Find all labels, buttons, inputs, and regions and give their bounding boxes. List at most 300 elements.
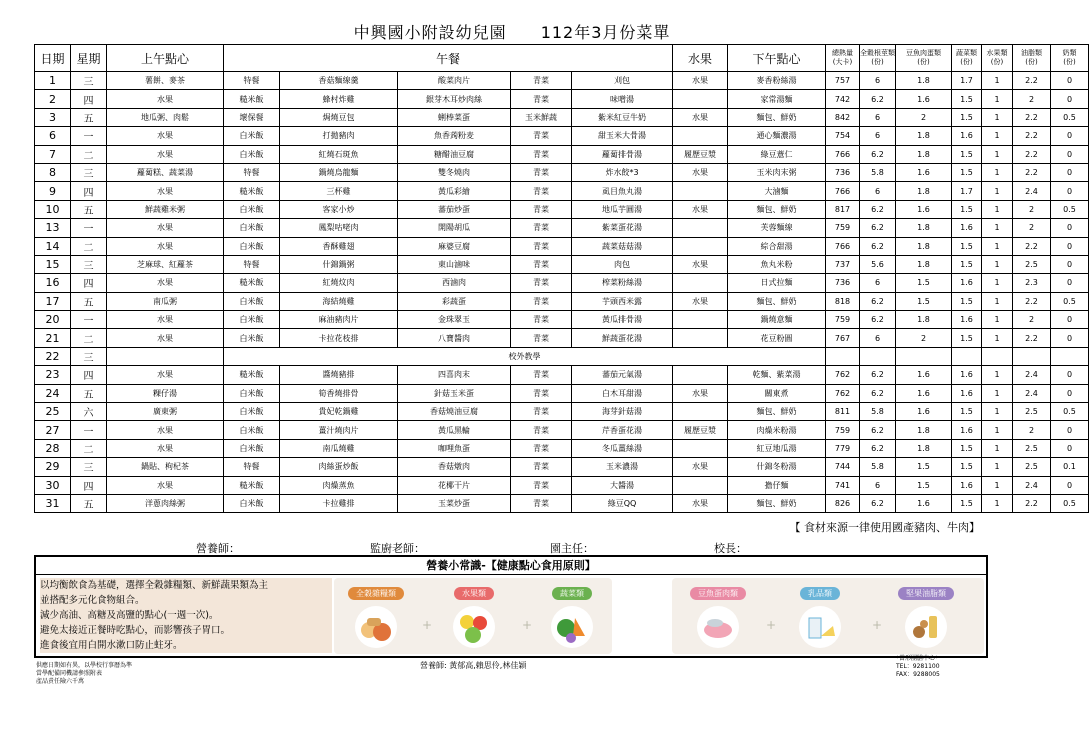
cell-lunch-side: 針菇玉米蛋 [398, 384, 511, 402]
cell-lunch-main: 三杯雞 [280, 182, 398, 200]
cell-protein: 1.6 [896, 90, 952, 108]
table-row [35, 219, 1089, 237]
cell-lunch-side: 雙冬燒肉 [398, 163, 511, 181]
cell-lunch-staple: 特餐 [224, 255, 280, 273]
cell-vegetables: 1.5 [952, 494, 982, 512]
cell-protein: 1.6 [896, 384, 952, 402]
cell-lunch-staple: 白米飯 [224, 421, 280, 439]
menu-table [34, 44, 1089, 513]
table-row [35, 494, 1089, 512]
cell-protein: 1.8 [896, 255, 952, 273]
food-group-grains [336, 581, 416, 648]
cell-fruit: 水果 [673, 108, 728, 126]
cell-lunch-main: 打拋豬肉 [280, 127, 398, 145]
cell-date: 31 [35, 494, 71, 512]
cell-lunch-vegetable: 青菜 [511, 458, 572, 476]
cell-lunch-vegetable: 青菜 [511, 219, 572, 237]
cell-lunch-side: 八寶醬肉 [398, 329, 511, 347]
cell-lunch-staple: 白米飯 [224, 219, 280, 237]
cell-calories: 737 [826, 255, 860, 273]
cell-date: 7 [35, 145, 71, 163]
cell-protein: 2 [896, 108, 952, 126]
cell-lunch-soup: 綠豆QQ [572, 494, 673, 512]
cell-lunch-vegetable: 青菜 [511, 72, 572, 90]
table-row [35, 384, 1089, 402]
header-weekday: 星期 [71, 45, 107, 72]
cell-lunch-soup: 蕃茄元氣湯 [572, 366, 673, 384]
menu-month: 112年3月份菜單 [540, 23, 671, 42]
cell-fruits: 1 [982, 108, 1013, 126]
cell-grains: 6.2 [860, 145, 896, 163]
cell-afternoon-snack: 麵包、鮮奶 [728, 108, 826, 126]
cell-lunch-main: 客家小炒 [280, 200, 398, 218]
table-row [35, 292, 1089, 310]
cell-lunch-main: 焗燒豆包 [280, 108, 398, 126]
cell-lunch-vegetable: 青菜 [511, 311, 572, 329]
tip-line: 進食後宜用白開水漱口防止蛀牙。 [40, 640, 183, 651]
cell-lunch-vegetable: 青菜 [511, 494, 572, 512]
cell-grains: 5.8 [860, 458, 896, 476]
cell-oils: 2 [1013, 311, 1051, 329]
cell-morning-snack: 蘿蔔糕、蔬菜湯 [107, 163, 224, 181]
cell-lunch-vegetable: 青菜 [511, 200, 572, 218]
cell-grains: 5.8 [860, 403, 896, 421]
cell-protein: 1.8 [896, 72, 952, 90]
table-row [35, 458, 1089, 476]
cell-protein: 1.8 [896, 439, 952, 457]
cell-morning-snack: 水果 [107, 311, 224, 329]
cell-calories [826, 347, 860, 365]
cell-vegetables: 1.5 [952, 255, 982, 273]
cell-oils: 2.2 [1013, 145, 1051, 163]
cell-calories: 742 [826, 90, 860, 108]
tip-line: 避免太接近正餐時吃點心，而影響孩子胃口。 [40, 625, 231, 636]
cell-lunch-side: 黃瓜黑輪 [398, 421, 511, 439]
cell-lunch-soup: 芋頭西米露 [572, 292, 673, 310]
cell-calories: 779 [826, 439, 860, 457]
cell-lunch-vegetable: 青菜 [511, 421, 572, 439]
food-group-nuts-oils [886, 581, 966, 648]
cell-oils: 2.4 [1013, 384, 1051, 402]
cell-morning-snack: 水果 [107, 127, 224, 145]
cell-lunch-vegetable: 青菜 [511, 127, 572, 145]
cell-grains: 6 [860, 476, 896, 494]
cell-date: 28 [35, 439, 71, 457]
cell-dairy: 0 [1051, 311, 1089, 329]
cell-calories: 818 [826, 292, 860, 310]
cell-dairy: 0 [1051, 384, 1089, 402]
fruit-illustration-icon [453, 606, 495, 648]
cell-lunch-soup: 刈包 [572, 72, 673, 90]
cell-dairy: 0 [1051, 255, 1089, 273]
cell-oils: 2.5 [1013, 403, 1051, 421]
cell-lunch-vegetable: 青菜 [511, 384, 572, 402]
cell-grains: 6.2 [860, 311, 896, 329]
cell-date: 17 [35, 292, 71, 310]
cell-fruit [673, 366, 728, 384]
cell-morning-snack: 薯餅、麥茶 [107, 72, 224, 90]
cell-date: 3 [35, 108, 71, 126]
cell-oils: 2 [1013, 421, 1051, 439]
cell-calories: 766 [826, 182, 860, 200]
cell-weekday: 三 [71, 458, 107, 476]
cell-lunch-soup: 紫米紅豆牛奶 [572, 108, 673, 126]
cell-lunch-vegetable: 青菜 [511, 90, 572, 108]
table-row [35, 347, 1089, 365]
cell-morning-snack: 水果 [107, 237, 224, 255]
cell-dairy: 0 [1051, 182, 1089, 200]
cell-protein: 1.8 [896, 127, 952, 145]
cell-lunch-side: 玉菜炒蛋 [398, 494, 511, 512]
cell-vegetables: 1.5 [952, 329, 982, 347]
cell-vegetables: 1.7 [952, 72, 982, 90]
footer-note-line: 當學配備同機請參照附表 [36, 670, 103, 677]
cell-afternoon-snack: 通心麵濃湯 [728, 127, 826, 145]
header-fruit: 水果 [673, 45, 728, 72]
table-row [35, 90, 1089, 108]
cell-lunch-staple: 白米飯 [224, 311, 280, 329]
cell-lunch-main: 香酥雞翅 [280, 237, 398, 255]
signature-dietitian: 營養師： [196, 542, 240, 555]
header-vegetables: 蔬菜類 (份) [952, 45, 982, 72]
cell-date: 27 [35, 421, 71, 439]
cell-lunch-vegetable: 青菜 [511, 163, 572, 181]
cell-vegetables: 1.5 [952, 292, 982, 310]
cell-lunch-vegetable: 青菜 [511, 255, 572, 273]
cell-lunch-soup: 紫菜蛋花湯 [572, 219, 673, 237]
cell-lunch-soup: 玉米濃湯 [572, 458, 673, 476]
header-lunch: 午餐 [224, 45, 673, 72]
cell-fruit [673, 90, 728, 108]
cell-morning-snack: 水果 [107, 182, 224, 200]
nutrition-tips-text [40, 578, 332, 653]
cell-protein: 1.6 [896, 366, 952, 384]
grains-illustration-icon [355, 606, 397, 648]
cell-fruit [673, 439, 728, 457]
cell-morning-snack: 鮮蔬雞米粥 [107, 200, 224, 218]
cell-morning-snack: 水果 [107, 476, 224, 494]
cell-oils: 2.5 [1013, 458, 1051, 476]
cell-protein [896, 347, 952, 365]
cell-morning-snack: 芝麻球、紅蘿茶 [107, 255, 224, 273]
food-group-label: 乳品類 [800, 587, 840, 600]
cell-fruits: 1 [982, 200, 1013, 218]
cell-morning-snack: 鍋貼、枸杞茶 [107, 458, 224, 476]
cell-lunch-side: 香菇燉肉 [398, 458, 511, 476]
table-body [35, 72, 1089, 513]
cell-date: 13 [35, 219, 71, 237]
cell-afternoon-snack: 家常湯麵 [728, 90, 826, 108]
cell-lunch-main: 海結燒雞 [280, 292, 398, 310]
cell-protein: 1.5 [896, 274, 952, 292]
cell-weekday: 五 [71, 292, 107, 310]
vegetables-illustration-icon [551, 606, 593, 648]
cell-date: 10 [35, 200, 71, 218]
cell-morning-snack: 水果 [107, 219, 224, 237]
cell-morning-snack: 水果 [107, 439, 224, 457]
cell-protein: 1.8 [896, 182, 952, 200]
cell-afternoon-snack: 麥香粉絲湯 [728, 72, 826, 90]
cell-protein: 1.6 [896, 163, 952, 181]
tip-line: 並搭配多元化食物組合。 [40, 595, 145, 606]
cell-date: 15 [35, 255, 71, 273]
cell-afternoon-snack: 擔仔麵 [728, 476, 826, 494]
cell-lunch-staple: 糙米飯 [224, 274, 280, 292]
cell-afternoon-snack: 綠豆薏仁 [728, 145, 826, 163]
cell-lunch-side: 咖哩魚蛋 [398, 439, 511, 457]
cell-lunch-main: 蜂村炸雞 [280, 90, 398, 108]
cell-lunch-vegetable: 青菜 [511, 274, 572, 292]
cell-calories: 766 [826, 145, 860, 163]
cell-lunch-soup: 蔬菜菇菇湯 [572, 237, 673, 255]
footer-note-line: 供應日期如有異，以學校行事曆為準 [36, 662, 133, 669]
cell-vegetables: 1.5 [952, 90, 982, 108]
plus-icon: + [522, 618, 533, 632]
cell-fruits: 1 [982, 439, 1013, 457]
food-group-vegetables [532, 581, 612, 648]
cell-oils: 2.2 [1013, 237, 1051, 255]
cell-lunch-staple: 白米飯 [224, 439, 280, 457]
cell-date: 1 [35, 72, 71, 90]
table-header-row [35, 45, 1089, 72]
cell-weekday: 三 [71, 163, 107, 181]
cell-vegetables: 1.7 [952, 182, 982, 200]
cell-lunch-main: 鍋燒烏龍麵 [280, 163, 398, 181]
cell-afternoon-snack: 關東煮 [728, 384, 826, 402]
cell-grains: 6 [860, 127, 896, 145]
cell-lunch-staple: 糙米飯 [224, 476, 280, 494]
cell-lunch-vegetable: 青菜 [511, 366, 572, 384]
cell-lunch-staple: 白米飯 [224, 494, 280, 512]
cell-weekday: 二 [71, 439, 107, 457]
cell-weekday: 四 [71, 476, 107, 494]
cell-lunch-vegetable: 青菜 [511, 237, 572, 255]
cell-lunch-main: 肉燥蒸魚 [280, 476, 398, 494]
ingredient-source-note: 【 食材來源一律使用國產豬肉、牛肉】 [789, 521, 980, 534]
cell-afternoon-snack: 什錦冬粉湯 [728, 458, 826, 476]
cell-fruit: 水果 [673, 494, 728, 512]
cell-calories: 817 [826, 200, 860, 218]
cell-protein: 1.8 [896, 145, 952, 163]
cell-weekday: 四 [71, 274, 107, 292]
cell-afternoon-snack: 魚丸米粉 [728, 255, 826, 273]
table-row [35, 476, 1089, 494]
cell-lunch-staple: 糙米飯 [224, 90, 280, 108]
cell-weekday: 二 [71, 237, 107, 255]
cell-weekday: 四 [71, 366, 107, 384]
cell-weekday: 五 [71, 200, 107, 218]
cell-date: 2 [35, 90, 71, 108]
cell-morning-snack: 水果 [107, 90, 224, 108]
cell-lunch-side: 彩蔬蛋 [398, 292, 511, 310]
cell-lunch-main: 醬燒豬排 [280, 366, 398, 384]
cell-protein: 1.5 [896, 476, 952, 494]
cell-dairy: 0 [1051, 366, 1089, 384]
food-group-label: 水果類 [454, 587, 494, 600]
cell-afternoon-snack: 玉米肉末粥 [728, 163, 826, 181]
cell-afternoon-snack: 肉燥米粉湯 [728, 421, 826, 439]
cell-vegetables: 1.5 [952, 108, 982, 126]
cell-oils: 2.2 [1013, 163, 1051, 181]
cell-protein: 1.8 [896, 421, 952, 439]
cell-date: 29 [35, 458, 71, 476]
cell-grains: 6.2 [860, 384, 896, 402]
cell-protein: 1.8 [896, 311, 952, 329]
cell-lunch-main: 薑汁燒肉片 [280, 421, 398, 439]
signature-principal: 校長： [714, 542, 747, 555]
footer-contact [896, 655, 940, 679]
cell-lunch-side: 銀芽木耳炒肉絲 [398, 90, 511, 108]
cell-vegetables: 1.6 [952, 421, 982, 439]
cell-protein: 1.5 [896, 292, 952, 310]
cell-weekday: 一 [71, 127, 107, 145]
cell-fruit: 水果 [673, 384, 728, 402]
cell-lunch-soup: 蘿蔔排骨湯 [572, 145, 673, 163]
cell-calories: 766 [826, 237, 860, 255]
table-row [35, 108, 1089, 126]
cell-protein: 1.8 [896, 219, 952, 237]
cell-vegetables: 1.5 [952, 145, 982, 163]
cell-date: 30 [35, 476, 71, 494]
cell-lunch-staple: 特餐 [224, 72, 280, 90]
cell-calories: 759 [826, 421, 860, 439]
cell-lunch-main: 紅燒炆肉 [280, 274, 398, 292]
cell-vegetables: 1.6 [952, 311, 982, 329]
cell-vegetables: 1.6 [952, 274, 982, 292]
cell-calories: 762 [826, 384, 860, 402]
cell-lunch-main: 紅燒石斑魚 [280, 145, 398, 163]
cell-date: 25 [35, 403, 71, 421]
cell-lunch-staple: 糙米飯 [224, 366, 280, 384]
cell-date: 24 [35, 384, 71, 402]
cell-dairy: 0.5 [1051, 403, 1089, 421]
food-group-panel-left [334, 578, 612, 654]
cell-protein: 2 [896, 329, 952, 347]
cell-morning-snack: 水果 [107, 274, 224, 292]
cell-morning-snack: 廣東粥 [107, 403, 224, 421]
cell-date: 20 [35, 311, 71, 329]
contact-fax: FAX：9288005 [896, 671, 940, 678]
table-row [35, 421, 1089, 439]
cell-date: 16 [35, 274, 71, 292]
cell-fruits: 1 [982, 329, 1013, 347]
catering-center-name: *當形團膳中心* [896, 655, 939, 662]
cell-lunch-side: 黃瓜彩繪 [398, 182, 511, 200]
cell-grains: 6 [860, 182, 896, 200]
cell-fruits: 1 [982, 494, 1013, 512]
tip-line: 以均衡飲食為基礎，選擇全穀雜糧類、新鮮蔬果類為主 [40, 580, 269, 591]
food-group-dairy [780, 581, 860, 648]
cell-dairy: 0 [1051, 439, 1089, 457]
cell-lunch-staple: 白米飯 [224, 292, 280, 310]
cell-afternoon-snack: 麵包、鮮奶 [728, 200, 826, 218]
cell-fruits: 1 [982, 219, 1013, 237]
protein-illustration-icon [697, 606, 739, 648]
food-group-label: 蔬菜類 [552, 587, 592, 600]
cell-dairy: 0 [1051, 90, 1089, 108]
cell-fruits: 1 [982, 72, 1013, 90]
cell-weekday: 一 [71, 311, 107, 329]
cell-event: 校外教學 [224, 347, 826, 365]
cell-lunch-vegetable: 青菜 [511, 403, 572, 421]
header-morning-snack: 上午點心 [107, 45, 224, 72]
cell-calories: 759 [826, 311, 860, 329]
school-name: 中興國小附設幼兒園 [353, 23, 507, 42]
page-title [0, 20, 1024, 43]
cell-fruits: 1 [982, 311, 1013, 329]
cell-dairy: 0.5 [1051, 108, 1089, 126]
table-row [35, 255, 1089, 273]
cell-grains: 6.2 [860, 237, 896, 255]
table-row [35, 237, 1089, 255]
cell-lunch-main: 什錦鍋粥 [280, 255, 398, 273]
cell-lunch-side: 開陽胡瓜 [398, 219, 511, 237]
cell-dairy: 0 [1051, 421, 1089, 439]
cell-weekday: 二 [71, 329, 107, 347]
cell-date: 6 [35, 127, 71, 145]
cell-weekday: 三 [71, 72, 107, 90]
cell-fruits: 1 [982, 237, 1013, 255]
cell-calories: 736 [826, 163, 860, 181]
cell-lunch-side: 麻婆豆腐 [398, 237, 511, 255]
cell-fruit [673, 219, 728, 237]
cell-fruit [673, 182, 728, 200]
cell-lunch-side: 魚香蒟粉麦 [398, 127, 511, 145]
nutrition-tips-box [34, 555, 988, 658]
cell-oils: 2 [1013, 219, 1051, 237]
table-row [35, 72, 1089, 90]
cell-morning-snack: 南瓜粥 [107, 292, 224, 310]
cell-lunch-staple: 白米飯 [224, 329, 280, 347]
cell-dairy: 0.5 [1051, 292, 1089, 310]
cell-afternoon-snack: 鍋燒意麵 [728, 311, 826, 329]
cell-lunch-main: 麻油豬肉片 [280, 311, 398, 329]
cell-grains: 6.2 [860, 292, 896, 310]
cell-dairy: 0 [1051, 329, 1089, 347]
footer-dietitians: 營養師: 黃郁高,賴思伶,林佳穎 [420, 661, 527, 670]
cell-lunch-main: 鳳梨咕咾肉 [280, 219, 398, 237]
cell-lunch-soup: 甜玉米大骨湯 [572, 127, 673, 145]
header-afternoon-snack: 下午點心 [728, 45, 826, 72]
cell-fruit [673, 127, 728, 145]
cell-oils: 2.4 [1013, 366, 1051, 384]
cell-vegetables: 1.5 [952, 163, 982, 181]
food-group-label: 堅果油脂類 [898, 587, 954, 600]
cell-protein: 1.6 [896, 200, 952, 218]
cell-grains: 6.2 [860, 421, 896, 439]
cell-dairy: 0.1 [1051, 458, 1089, 476]
cell-lunch-soup: 海芽針菇湯 [572, 403, 673, 421]
cell-morning-snack: 水果 [107, 329, 224, 347]
nuts-oils-illustration-icon [905, 606, 947, 648]
cell-vegetables: 1.6 [952, 366, 982, 384]
cell-lunch-side: 西滷肉 [398, 274, 511, 292]
cell-afternoon-snack: 芙蓉麵線 [728, 219, 826, 237]
cell-oils: 2.2 [1013, 72, 1051, 90]
cell-fruits: 1 [982, 163, 1013, 181]
cell-lunch-side: 花椰干片 [398, 476, 511, 494]
cell-weekday: 四 [71, 182, 107, 200]
cell-oils: 2.2 [1013, 292, 1051, 310]
table-row [35, 366, 1089, 384]
cell-afternoon-snack: 麵包、鮮奶 [728, 403, 826, 421]
nutrition-tips-title: 營養小常識-【健康點心食用原則】 [36, 557, 986, 575]
cell-lunch-side: 四喜肉末 [398, 366, 511, 384]
header-fruits: 水果類 (份) [982, 45, 1013, 72]
cell-morning-snack: 粿仔湯 [107, 384, 224, 402]
cell-fruit: 水果 [673, 292, 728, 310]
cell-dairy: 0 [1051, 274, 1089, 292]
